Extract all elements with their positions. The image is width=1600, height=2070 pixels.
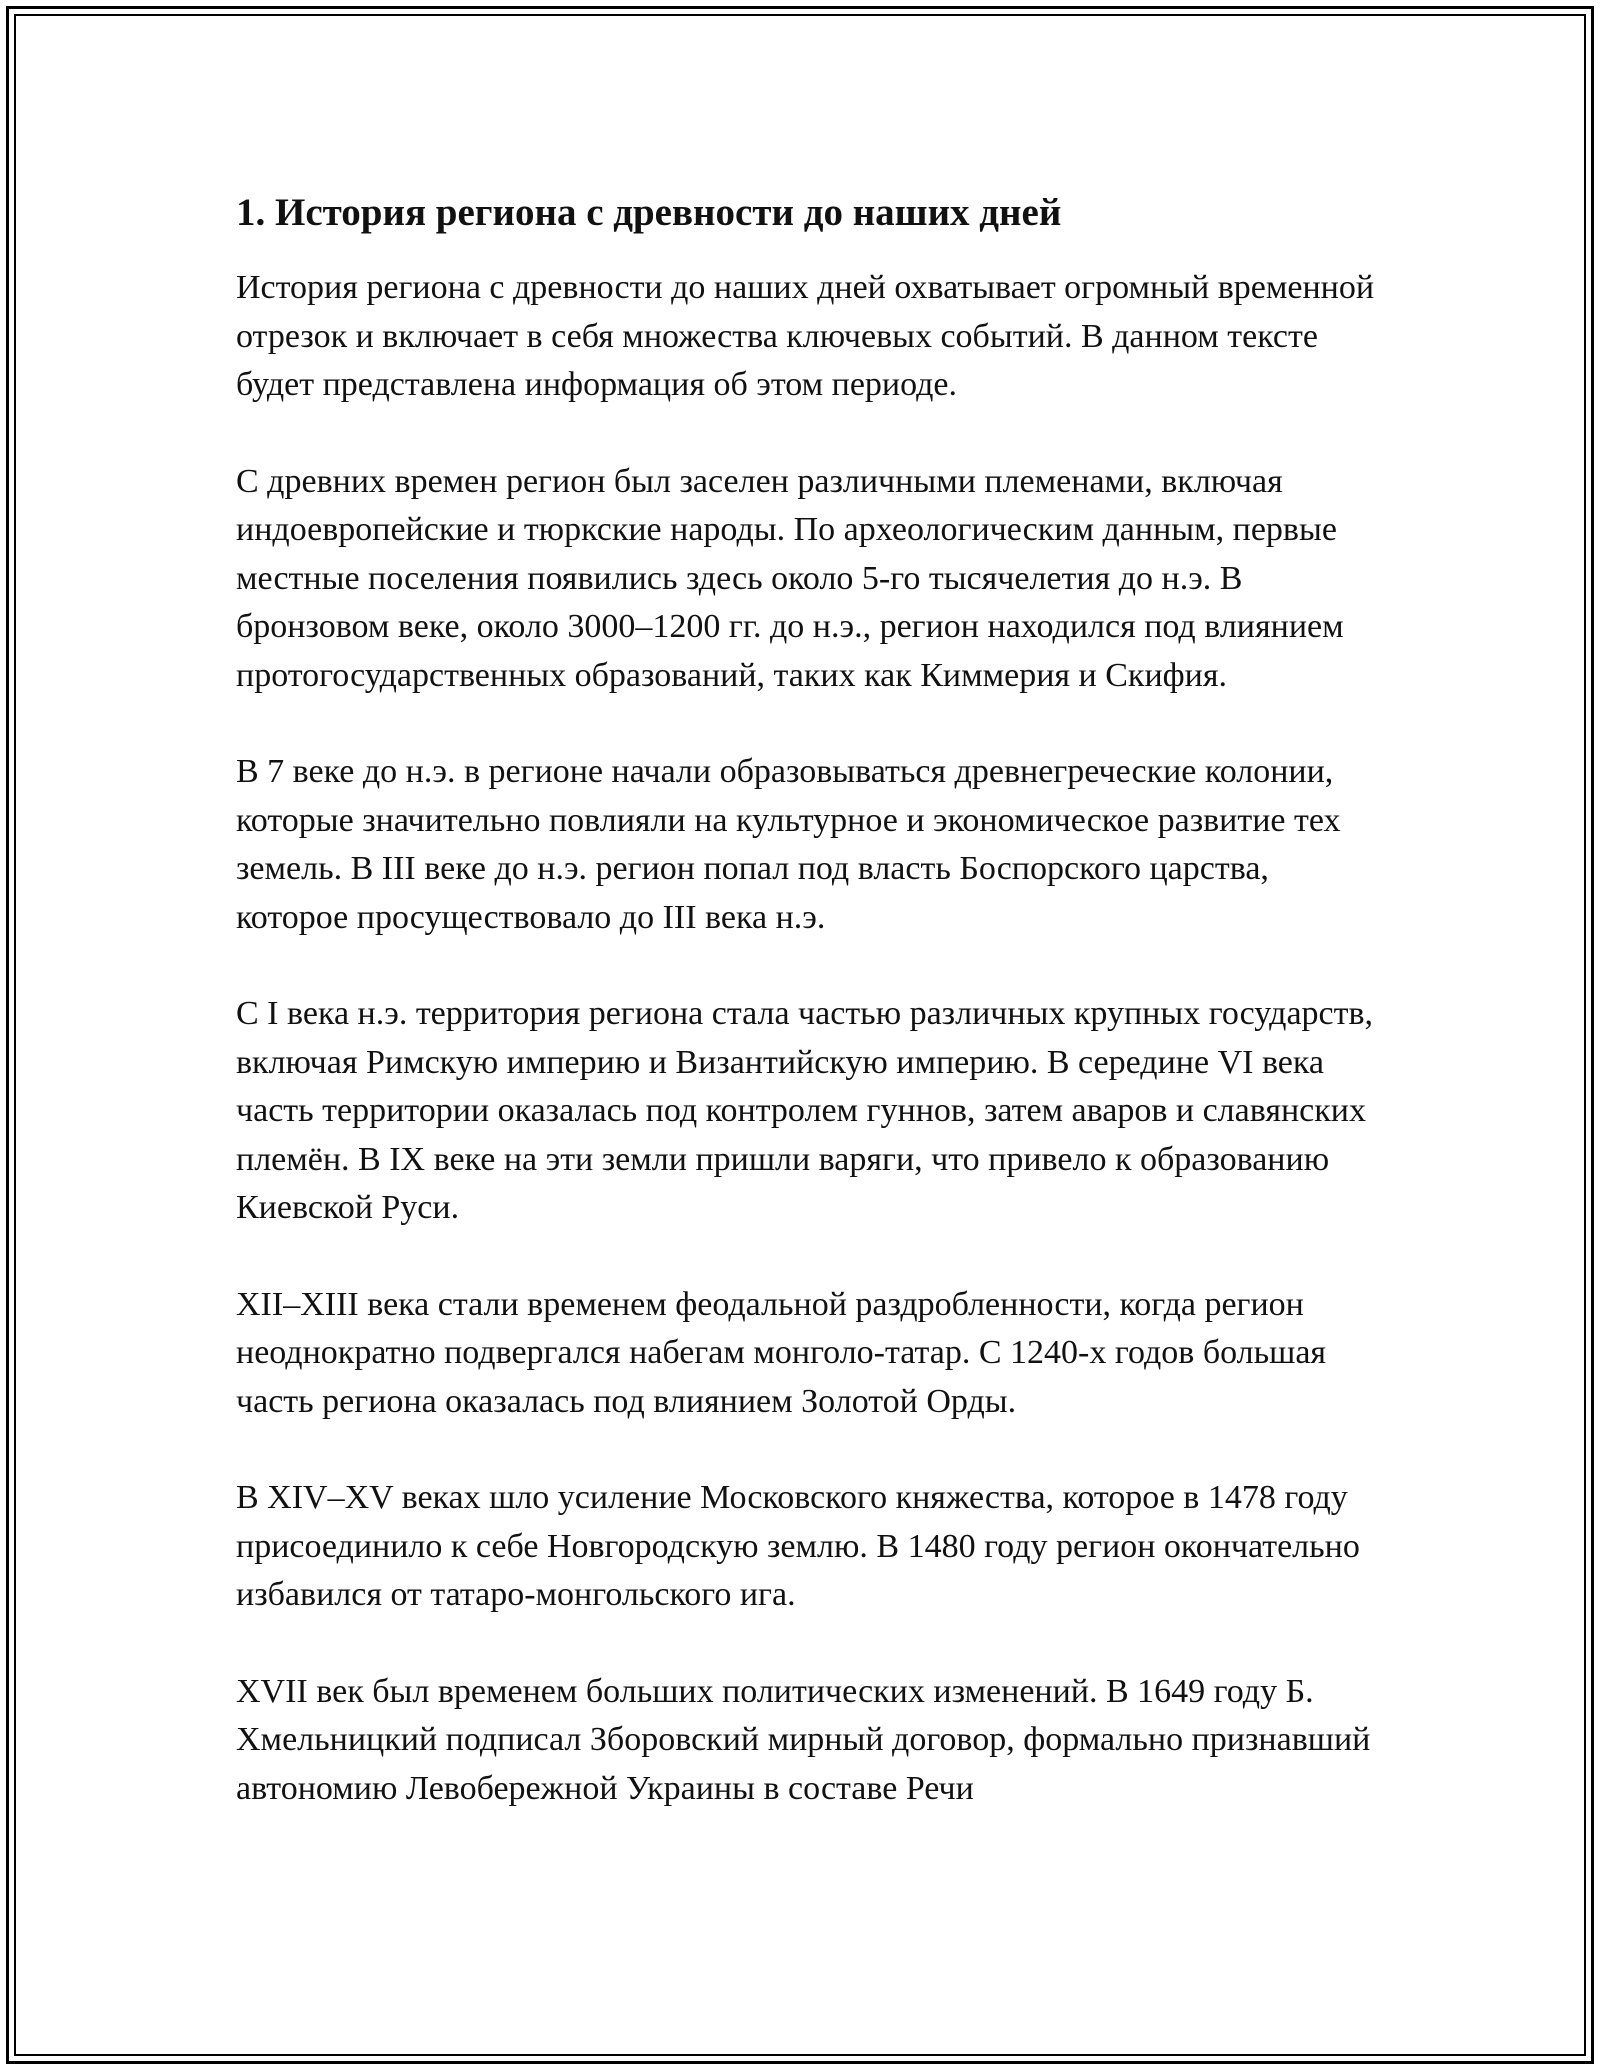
- paragraph-greek-colonies: В 7 веке до н.э. в регионе начали образовываться древнегреческие колонии, которые значительно повлияли на культурное и экономическое развитие тех земель. В III веке до н.э. регион попал под власть Боспорского царства, которое просуществовало до III века н.э.: [236, 753, 1341, 936]
- paragraph-feudal-period: XII–XIII века стали временем феодальной раздробленности, когда регион неоднократно подвергался набегам монголо-татар. С 1240-х годов большая часть региона оказалась под влиянием Золотой Орды.: [236, 1285, 1327, 1420]
- paragraph-ancient-times: С древних времен регион был заселен различными племенами, включая индоевропейские и тюркские народы. По археологическим данным, первые местные поселения появились здесь около 5-го тысячелетия до н.э. В бронзовом веке, около 3000–1200 гг. до н.э., регион находился под влиянием протогосударственных образований, таких как Киммерия и Скифия.: [236, 462, 1344, 694]
- section-heading: 1. История региона с древности до наших дней: [236, 191, 1062, 234]
- paragraph-moscow-principality: В XIV–XV веках шло усиление Московского княжества, которое в 1478 году присоединило к себе Новгородскую землю. В 1480 году регион окончательно избавился от татаро-монгольского ига.: [236, 1479, 1360, 1613]
- paragraph-early-states: С I века н.э. территория региона стала частью различных крупных государств, включая Римскую империю и Византийскую империю. В середине VI века часть территории оказалась под контролем гуннов, затем аваров и славянских племён. В IX веке на эти земли пришли варяги, что привело к образованию Киевской Руси.: [236, 995, 1374, 1226]
- paragraph-seventeenth-century: XVII век был временем больших политических изменений. В 1649 году Б. Хмельницкий подписал Зборовский мирный договор, формально признавший автономию Левобережной Украины в составе Речи: [236, 1672, 1371, 1807]
- document-body: [236, 186, 1376, 1813]
- paragraph-intro: История региона с древности до наших дней охватывает огромный временной отрезок и включает в себя множества ключевых событий. В данном тексте будет представлена информация об этом периоде.: [236, 269, 1375, 403]
